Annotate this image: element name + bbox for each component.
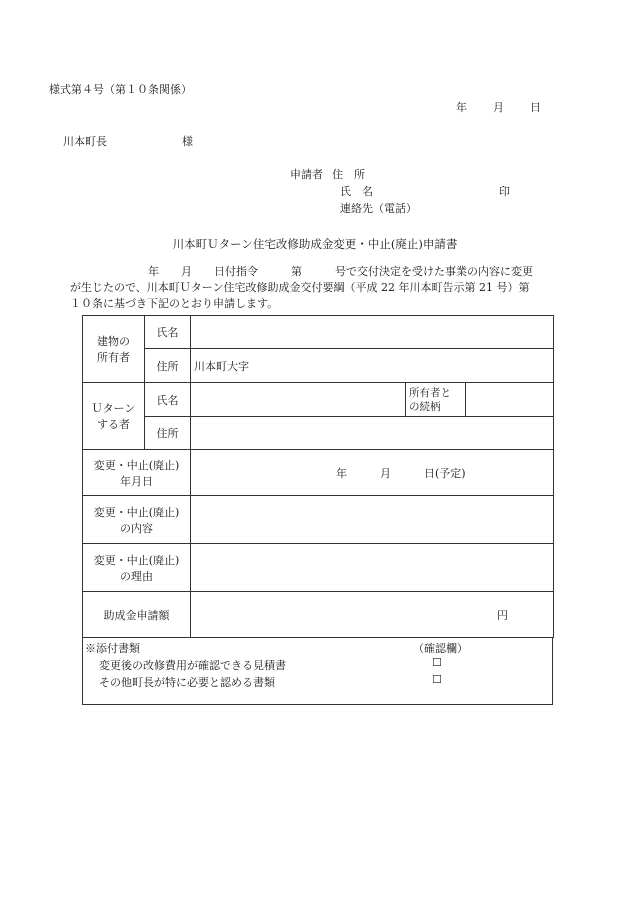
change-date-label-line1: 変更・中止(廃止) [93,458,180,472]
document-title: 川本町Ｕターン住宅改修助成金変更・中止(廃止)申請書 [172,237,458,251]
change-date-label-cell [83,450,191,496]
change-date-field[interactable] [191,450,554,496]
change-content-label-line1: 変更・中止(廃止) [93,505,180,519]
attachments-section [82,637,553,705]
attachment-item-1: 変更後の改修費用が確認できる見積書 [99,659,286,672]
amount-field[interactable] [191,592,554,638]
recipient-honorific: 様 [182,135,193,148]
body-line-2: が生じたので、川本町Ｕターン住宅改修助成金交付要綱（平成 22 年川本町告示第 21 号）第 [70,281,530,294]
uturn-label-cell [83,383,145,450]
uturn-address-field[interactable] [191,417,554,450]
change-content-label-line2: の内容 [120,521,153,535]
uturn-label-line2: する者 [97,418,130,431]
amount-label-cell: 助成金申請額 [83,592,191,638]
applicant-label: 申請者 [290,168,323,181]
body-line-1: 年 月 日付指令 第 号で交付決定を受けた事業の内容に変更 [148,265,533,278]
date-month: 月 [493,101,504,114]
relation-label-line2: の続柄 [409,400,441,413]
date-year: 年 [456,101,467,114]
applicant-contact-label: 連絡先（電話） [340,202,417,215]
attachment-1-checkbox[interactable]: ☐ [432,656,442,669]
amount-unit: 円 [497,608,509,622]
application-table [82,315,554,638]
body-text [70,264,560,312]
owner-label-line2: 所有者 [97,351,130,364]
applicant-contact-row [290,200,417,216]
form-number: 様式第４号（第１０条関係） [49,83,192,96]
owner-address-field[interactable]: 川本町大字 [191,349,554,383]
relation-label-cell [406,383,466,417]
seal-mark: 印 [499,185,510,198]
owner-address-label: 住所 [145,349,191,383]
uturn-address-label: 住所 [145,417,191,450]
owner-label-cell [83,316,145,383]
applicant-address-row [290,166,365,182]
date-day: 日 [530,101,541,114]
change-reason-label-line1: 変更・中止(廃止) [93,553,180,567]
attachments-heading: ※添付書類 [85,642,140,655]
relation-field[interactable] [466,383,554,417]
attachment-2-checkbox[interactable]: ☐ [432,673,442,686]
check-column-heading: （確認欄） [413,642,468,655]
change-reason-label-line2: の理由 [120,569,153,583]
applicant-address-label: 住 所 [332,168,365,181]
change-content-field[interactable] [191,496,554,544]
change-reason-field[interactable] [191,544,554,592]
recipient [63,133,193,149]
change-date-label-line2: 年月日 [120,474,153,488]
owner-label-line1: 建物の [97,335,130,348]
change-reason-label-cell [83,544,191,592]
recipient-name: 川本町長 [63,135,107,148]
body-line-3: １０条に基づき下記のとおり申請します。 [70,297,279,310]
owner-name-field[interactable] [191,316,554,349]
uturn-name-label: 氏名 [145,383,191,417]
change-date-value: 年 月 日(予定) [336,467,466,480]
change-content-label-cell [83,496,191,544]
applicant-name-label: 氏 名 [340,185,373,198]
relation-label-line1: 所有者と [409,386,451,399]
uturn-label-line1: Ｕターン [91,402,136,415]
applicant-name-row [290,183,373,199]
owner-name-label: 氏名 [145,316,191,349]
uturn-name-field[interactable] [191,383,406,417]
attachment-item-2: その他町長が特に必要と認める書類 [99,676,275,689]
date-line [456,99,541,115]
